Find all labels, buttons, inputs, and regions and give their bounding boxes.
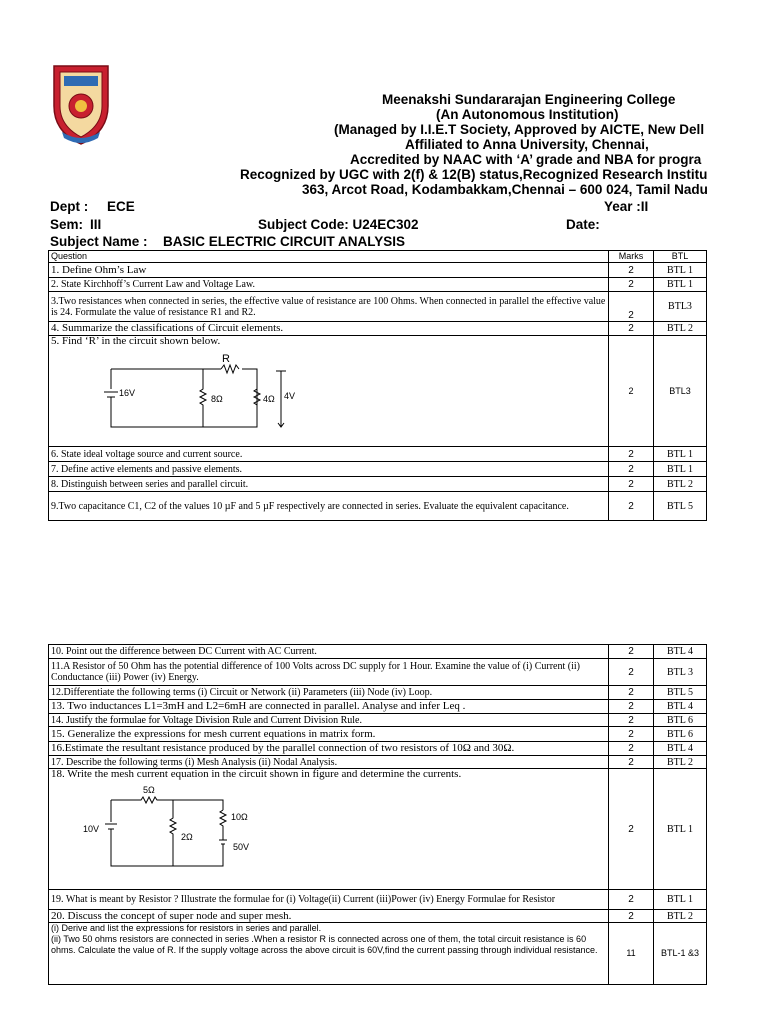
year-label: Year :II: [604, 199, 649, 214]
resistor-4ohm-label: 4Ω: [263, 394, 275, 404]
table-row: [49, 714, 707, 727]
question-table-part-b: [48, 644, 707, 985]
question-text: 19. What is meant by Resistor ? Illustrate the formulae for (i) Voltage(ii) Current (iii)Power (iv) Energy Formulae for Resistor: [49, 890, 609, 910]
marks-cell: 2: [609, 492, 654, 521]
table-row: [49, 923, 707, 985]
question-text: 3.Two resistances when connected in series, the effective value of resistance are 100 Ohms. When connected in parallel the effective value is 24. Formulate the value of resistance R1 and R2.: [49, 292, 609, 322]
table-row: [49, 910, 707, 923]
question-text: 7. Define active elements and passive elements.: [49, 462, 609, 477]
question-with-circuit: [49, 769, 609, 890]
marks-cell: 2: [609, 447, 654, 462]
marks-cell: 2: [609, 890, 654, 910]
btl-cell: BTL 5: [654, 492, 707, 521]
btl-cell: BTL 4: [654, 645, 707, 659]
resistor-r-label: R: [222, 353, 230, 365]
question-text: 6. State ideal voltage source and current source.: [49, 447, 609, 462]
btl-cell: BTL 1: [654, 462, 707, 477]
btl-cell: BTL 1: [654, 769, 707, 890]
btl-cell: BTL3: [654, 336, 707, 447]
table-row: [49, 263, 707, 278]
marks-cell: 2: [609, 292, 654, 322]
question-text: 13. Two inductances L1=3mH and L2=6mH are connected in parallel. Analyse and infer Leq .: [49, 700, 609, 714]
college-name: Meenakshi Sundararajan Engineering College: [382, 92, 676, 107]
btl-cell: BTL 4: [654, 742, 707, 756]
header-marks: Marks: [609, 251, 654, 263]
accredited-line: Accredited by NAAC with ‘A’ grade and NBA for progra: [350, 152, 702, 167]
autonomous-line: (An Autonomous Institution): [436, 107, 619, 122]
btl-cell: BTL 1: [654, 890, 707, 910]
table-row: [49, 742, 707, 756]
question-text: 4. Summarize the classifications of Circuit elements.: [49, 322, 609, 336]
btl-cell: BTL 1: [654, 278, 707, 292]
managed-by-line: (Managed by I.I.E.T Society, Approved by AICTE, New Dell: [334, 122, 705, 137]
btl-cell: BTL 1: [654, 447, 707, 462]
marks-cell: 2: [609, 322, 654, 336]
question-text: 11.A Resistor of 50 Ohm has the potential difference of 100 Volts across DC supply for 1 Hour. Examine the value of (i) Current (ii) Conductance (iii) Power (iv) Energy.: [49, 659, 609, 686]
question-text: 17. Describe the following terms (i) Mesh Analysis (ii) Nodal Analysis.: [49, 756, 609, 769]
marks-cell: 2: [609, 659, 654, 686]
marks-cell: 2: [609, 769, 654, 890]
btl-cell: BTL 2: [654, 756, 707, 769]
btl-cell: BTL 3: [654, 659, 707, 686]
resistor-5ohm-label: 5Ω: [143, 785, 155, 795]
question-text: 2. State Kirchhoff’s Current Law and Voltage Law.: [49, 278, 609, 292]
marks-cell: 2: [609, 714, 654, 727]
circuit-diagram-q18: [81, 780, 301, 876]
btl-cell: BTL 2: [654, 910, 707, 923]
question-part-ii: (ii) Two 50 ohms resistors are connected in series .When a resistor R is connected across one of them, the total circuit resistance is 60 ohms. Calculate the value of R. If the supply voltage across the above circuit is 60V,find the current passing through individual resistance.: [51, 934, 598, 955]
marks-cell: 11: [609, 923, 654, 985]
marks-cell: 2: [609, 336, 654, 447]
question-text: 20. Discuss the concept of super node and super mesh.: [49, 910, 609, 923]
source-10v-label: 10V: [83, 824, 100, 834]
address-line: 363, Arcot Road, Kodambakkam,Chennai – 600 024, Tamil Nadu: [302, 182, 708, 197]
dept-label: Dept :: [50, 199, 89, 214]
question-text: 10. Point out the difference between DC Current with AC Current.: [49, 645, 609, 659]
table-row: [49, 756, 707, 769]
btl-cell: BTL 5: [654, 686, 707, 700]
marks-cell: 2: [609, 477, 654, 492]
marks-cell: 2: [609, 910, 654, 923]
table-row: [49, 659, 707, 686]
btl-cell: BTL 2: [654, 477, 707, 492]
table-row: [49, 462, 707, 477]
circuit-diagram-q5: [91, 347, 351, 439]
question-text: 12.Differentiate the following terms (i) Circuit or Network (ii) Parameters (iii) Node (iv) Loop.: [49, 686, 609, 700]
table-row: [49, 336, 707, 447]
table-header-row: [49, 251, 707, 263]
recognized-line: Recognized by UGC with 2(f) & 12(B) status,Recognized Research Institu: [240, 167, 708, 182]
question-text: 14. Justify the formulae for Voltage Division Rule and Current Division Rule.: [49, 714, 609, 727]
header-question: Question: [49, 251, 609, 263]
header-btl: BTL: [654, 251, 707, 263]
subject-name-value: BASIC ELECTRIC CIRCUIT ANALYSIS: [163, 234, 406, 249]
btl-cell: BTL 2: [654, 322, 707, 336]
marks-cell: 2: [609, 686, 654, 700]
marks-cell: 2: [609, 700, 654, 714]
table-row: [49, 477, 707, 492]
question-text: [49, 923, 609, 985]
source-16v-label: 16V: [119, 388, 136, 398]
table-row: [49, 769, 707, 890]
table-row: [49, 890, 707, 910]
question-text: 8. Distinguish between series and parallel circuit.: [49, 477, 609, 492]
voltage-4v-label: 4V: [284, 391, 296, 401]
marks-cell: 2: [609, 727, 654, 742]
marks-cell: 2: [609, 756, 654, 769]
sem-value: III: [90, 217, 102, 232]
resistor-10ohm-label: 10Ω: [231, 812, 248, 822]
question-table-part-a: [48, 250, 707, 521]
resistor-8ohm-label: 8Ω: [211, 394, 223, 404]
dept-value: ECE: [107, 199, 135, 214]
table-row: [49, 645, 707, 659]
affiliated-line: Affiliated to Anna University, Chennai,: [405, 137, 649, 152]
marks-cell: 2: [609, 278, 654, 292]
btl-cell: BTL3: [654, 292, 707, 322]
college-logo: [48, 62, 114, 146]
question-text: 15. Generalize the expressions for mesh current equations in matrix form.: [49, 727, 609, 742]
marks-cell: 2: [609, 462, 654, 477]
btl-cell: BTL 6: [654, 727, 707, 742]
marks-cell: 2: [609, 742, 654, 756]
btl-cell: BTL 6: [654, 714, 707, 727]
table-row: [49, 292, 707, 322]
table-row: [49, 700, 707, 714]
subject-code: Subject Code: U24EC302: [258, 217, 419, 232]
question-text: 16.Estimate the resultant resistance produced by the parallel connection of two resistors of 10Ω and 30Ω.: [49, 742, 609, 756]
marks-cell: 2: [609, 263, 654, 278]
voltage-50v-label: 50V: [233, 842, 250, 852]
table-row: [49, 322, 707, 336]
table-row: [49, 278, 707, 292]
btl-cell: BTL 1: [654, 263, 707, 278]
question-text: 18. Write the mesh current equation in the circuit shown in figure and determine the currents.: [51, 768, 462, 780]
table-row: [49, 492, 707, 521]
table-row: [49, 686, 707, 700]
subject-name-label: Subject Name :: [50, 234, 148, 249]
question-text: 1. Define Ohm’s Law: [49, 263, 609, 278]
table-row: [49, 727, 707, 742]
table-row: [49, 447, 707, 462]
resistor-2ohm-label: 2Ω: [181, 832, 193, 842]
question-part-i: (i) Derive and list the expressions for resistors in series and parallel.: [51, 923, 322, 933]
btl-cell: BTL 4: [654, 700, 707, 714]
question-text: 5. Find ‘R’ in the circuit shown below.: [51, 335, 221, 347]
marks-cell: 2: [609, 645, 654, 659]
question-text: 9.Two capacitance C1, C2 of the values 10 µF and 5 µF respectively are connected in series. Evaluate the equivalent capacitance.: [49, 492, 609, 521]
sem-label: Sem:: [50, 217, 84, 232]
date-label: Date:: [566, 217, 600, 232]
question-with-circuit: [49, 336, 609, 447]
btl-cell: BTL-1 &3: [654, 923, 707, 985]
